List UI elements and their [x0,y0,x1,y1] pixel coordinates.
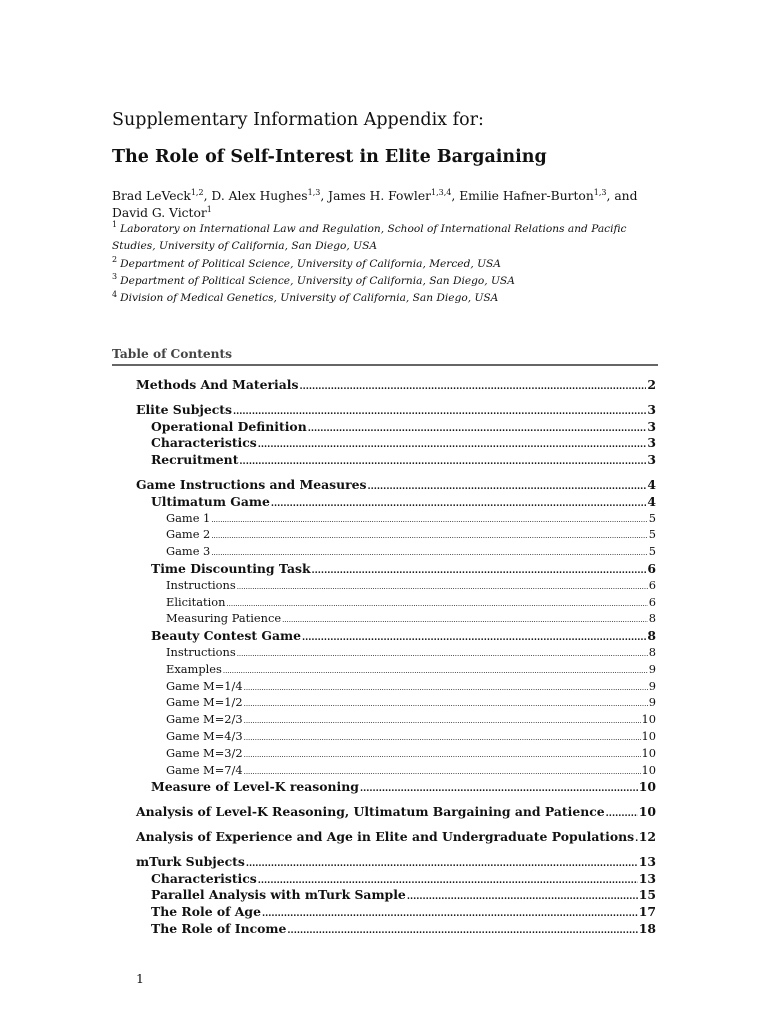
toc-entry-label: Methods And Materials [136,377,299,392]
toc-entry-page: 8 [647,628,656,644]
toc-leader-dots [299,382,646,392]
toc-leader-dots [312,566,647,576]
toc-entry[interactable] [151,871,656,886]
affiliation-number: 3 [112,272,118,282]
toc-entry-page: 10 [638,804,656,820]
toc-entry-page: 13 [638,870,656,886]
toc-entry[interactable] [166,578,656,592]
toc-leader-dots [239,457,646,467]
toc-entry[interactable] [151,419,656,434]
author-name: Emilie Hafner-Burton [459,189,594,203]
toc-leader-dots [244,768,641,776]
toc-entry[interactable] [166,544,656,558]
toc-leader-dots [244,751,641,759]
toc-entry[interactable] [166,595,656,609]
toc-leader-dots [211,549,647,557]
toc-entry-label: Game M=1/4 [166,678,243,693]
toc-entry-page: 10 [641,745,656,760]
author-name: Brad LeVeck [112,189,191,203]
toc-leader-dots [237,650,648,658]
toc-entry-page: 6 [648,594,656,609]
toc-entry-label: The Role of Age [151,904,261,920]
toc-entry-label: Game M=3/2 [166,745,243,760]
toc-entry[interactable] [166,712,656,726]
toc-entry[interactable] [136,854,656,869]
toc-entry[interactable] [166,695,656,709]
toc-entry-page: 10 [641,729,656,743]
toc-leader-dots [223,667,648,675]
toc-entry[interactable] [136,377,656,392]
toc-leader-dots [246,859,638,869]
affiliation-number: 1 [112,220,118,230]
toc-entry[interactable] [166,527,656,541]
toc-entry-label: Examples [166,661,222,676]
toc-leader-dots [244,700,648,708]
toc-entry-label: Measure of Level-K reasoning [151,779,359,795]
affiliation-text: Division of Medical Genetics, University of California, San Diego, USA [120,292,499,305]
toc-entry-label: mTurk Subjects [136,853,245,869]
toc-leader-dots [360,784,638,794]
toc-leader-dots [282,616,648,624]
toc-entry-page: 2 [647,377,656,392]
toc-entry-page: 4 [647,477,656,492]
author-name: D. Alex Hughes [211,189,308,203]
toc-entry-label: Measuring Patience [166,611,282,626]
toc-entry-page: 10 [641,762,656,777]
author-affiliation-mark: 1,3 [307,187,321,197]
toc-leader-dots [237,583,648,591]
toc-leader-dots [233,407,646,417]
toc-entry-page: 6 [648,577,656,592]
toc-entry-page: 13 [638,853,656,869]
toc-entry[interactable] [166,645,656,659]
page-number: 1 [136,971,144,986]
toc-entry-page: 17 [638,904,656,920]
toc-entry-label: Elite Subjects [136,401,233,417]
toc-entry-label: Game M=4/3 [166,729,243,743]
author-name: James H. Fowler [328,189,432,203]
toc-entry-page: 5 [648,544,656,559]
toc-entry-page: 9 [648,695,656,710]
toc-entry-page: 8 [648,645,656,659]
toc-leader-dots [407,892,638,902]
toc-leader-dots [287,926,637,936]
toc-entry[interactable] [136,477,656,492]
toc-entry[interactable] [166,763,656,777]
affiliation-number: 4 [112,289,118,299]
toc-leader-dots [635,834,638,844]
toc-entry-label: Ultimatum Game [151,493,270,509]
toc-entry-label: Game M=7/4 [166,762,243,777]
toc-entry[interactable] [136,804,656,819]
toc-entry-page: 9 [648,661,656,676]
toc-entry-label: Game M=2/3 [166,712,243,727]
toc-entry-label: Time Discounting Task [151,561,311,576]
toc-entry-label: Parallel Analysis with mTurk Sample [151,887,406,903]
supplementary-title: Supplementary Information Appendix for: [112,110,484,130]
toc-entry-page: 3 [647,435,656,451]
toc-leader-dots [258,876,638,886]
toc-entry-page: 3 [647,452,656,468]
author-separator: , [320,189,329,203]
toc-entry[interactable] [166,662,656,676]
author-affiliation-mark: 1,2 [190,187,204,197]
toc-entry-page: 4 [647,493,656,509]
author-affiliation-mark: 1,3 [593,187,607,197]
toc-entry-page: 9 [648,678,656,693]
toc-entry-page: 5 [648,527,656,542]
toc-entry-page: 8 [648,611,656,626]
toc-entry[interactable] [166,729,656,743]
toc-entry-label: Analysis of Level-K Reasoning, Ultimatum Bargaining and Patience [136,804,605,820]
author-separator: , [451,189,460,203]
toc-leader-dots [244,734,641,742]
toc-entry-label: Operational Definition [151,418,307,434]
toc-entry[interactable] [151,921,656,936]
toc-entry-page: 10 [638,779,656,795]
author-affiliation-mark: 1,3,4 [431,187,452,197]
toc-entry-label: Game 1 [166,510,211,525]
toc-entry-label: Instructions [166,645,236,659]
toc-leader-dots [244,717,641,725]
toc-entry-page: 12 [638,829,656,844]
paper-title: The Role of Self-Interest in Elite Bargaining [112,147,547,167]
affiliation-text: Laboratory on International Law and Regulation, School of International Relations and Pacific Studies, University of California, San Diego, USA [112,223,627,253]
toc-leader-dots [244,684,648,692]
toc-entry-label: Game 2 [166,527,211,542]
toc-leader-dots [211,532,647,540]
toc-entry-label: Game M=1/2 [166,695,243,710]
toc-entry[interactable] [151,494,656,509]
author-affiliation-mark: 1 [206,204,212,214]
toc-entry-page: 5 [648,510,656,525]
author-name: David G. Victor [112,206,207,220]
toc-entry-label: Characteristics [151,870,257,886]
toc-entry-page: 18 [638,921,656,936]
toc-entry[interactable] [166,746,656,760]
toc-leader-dots [211,516,647,524]
author-separator: , and [606,189,638,203]
toc-entry[interactable] [166,679,656,693]
toc-entry[interactable] [136,402,656,417]
affiliation-number: 2 [112,255,118,265]
toc-heading: Table of Contents [112,347,232,361]
toc-leader-dots [262,909,638,919]
toc-entry[interactable] [151,887,656,902]
toc-entry-label: Game Instructions and Measures [136,477,367,492]
toc-entry[interactable] [151,561,656,576]
toc-entry[interactable] [166,611,656,625]
toc-entry[interactable] [151,779,656,794]
toc-leader-dots [271,499,647,509]
affiliation-text: Department of Political Science, University of California, Merced, USA [120,257,501,270]
toc-entry[interactable] [136,829,656,844]
toc-entry-page: 10 [641,712,656,727]
toc-entry[interactable] [166,511,656,525]
toc-entry-page: 15 [638,887,656,903]
toc-entry-label: Characteristics [151,435,257,451]
toc-leader-dots [606,809,638,819]
toc-entry-label: Recruitment [151,452,239,468]
toc-entry-label: Beauty Contest Game [151,628,301,644]
toc-entry-label: Game 3 [166,544,211,559]
toc-entry-page: 3 [647,401,656,417]
toc-entry-label: Analysis of Experience and Age in Elite and Undergraduate Populations [136,829,635,844]
toc-entry-label: Instructions [166,577,236,592]
toc-entry[interactable] [151,435,656,450]
toc-leader-dots [258,440,647,450]
toc-leader-dots [368,482,647,492]
toc-entry[interactable] [151,904,656,919]
toc-entry[interactable] [151,452,656,467]
toc-entry-page: 6 [647,561,656,576]
affiliation-text: Department of Political Science, University of California, San Diego, USA [120,274,515,287]
toc-leader-dots [226,600,647,608]
toc-entry[interactable] [151,628,656,643]
toc-entry-page: 3 [647,418,656,434]
toc-entry-label: Elicitation [166,594,226,609]
toc-entry-label: The Role of Income [151,921,287,936]
toc-leader-dots [302,633,646,643]
author-separator: , [203,189,212,203]
toc-leader-dots [308,424,647,434]
